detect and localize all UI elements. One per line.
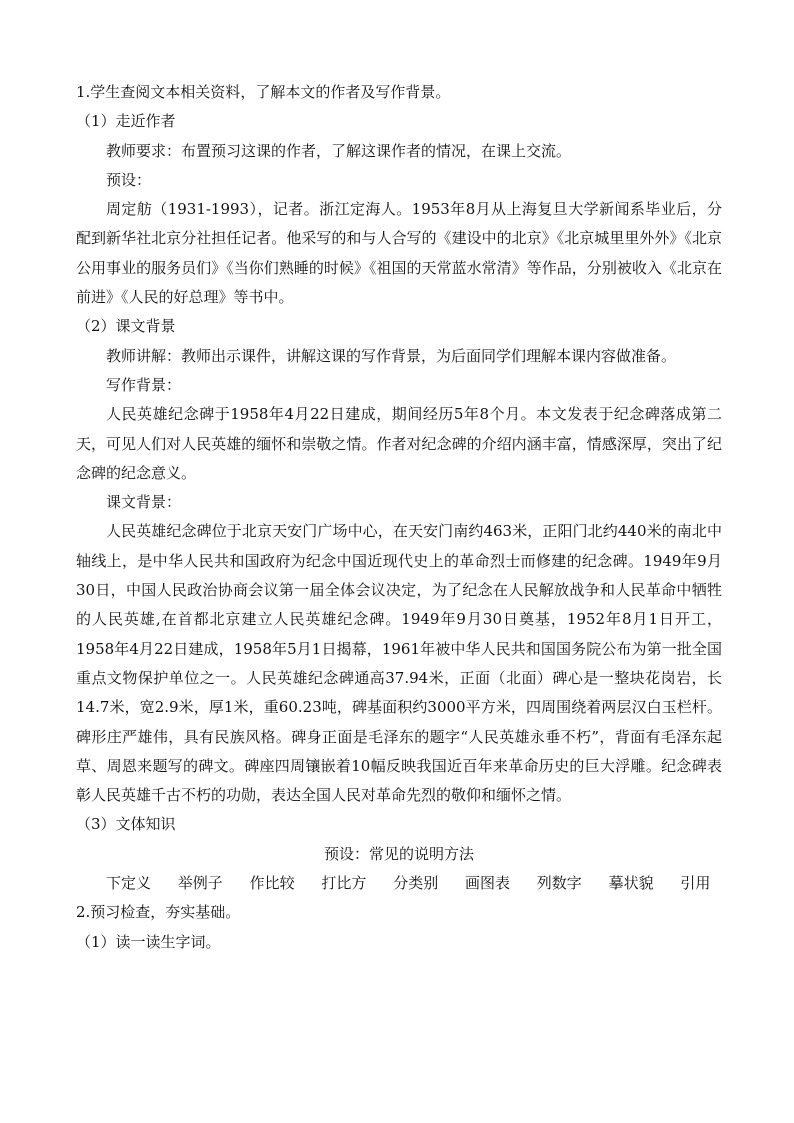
writing-background-paragraph: 人民英雄纪念碑于1958年4月22日建成，期间经历5年8个月。本文发表于纪念碑落成第二天，可见人们对人民英雄的缅怀和崇敬之情。作者对纪念碑的介绍内涵丰富，情感深厚，突出了纪念碑的纪念意义。 bbox=[76, 405, 722, 482]
section-1-3-title: （3）文体知识 bbox=[76, 815, 176, 834]
teacher-explanation: 教师讲解：教师出示课件，讲解这课的写作背景，为后面同学们理解本课内容做准备。 bbox=[106, 346, 677, 365]
teacher-requirement: 教师要求：布置预习这课的作者，了解这课作者的情况，在课上交流。 bbox=[106, 141, 572, 160]
methods-list bbox=[76, 869, 722, 898]
method-item: 作比较 bbox=[249, 874, 295, 893]
writing-background-label: 写作背景： bbox=[106, 375, 182, 394]
section-2-title: 2.预习检查，夯实基础。 bbox=[76, 903, 241, 922]
method-item: 举例子 bbox=[177, 874, 223, 893]
section-2-1-title: （1）读一读生字词。 bbox=[76, 932, 221, 951]
method-item: 下定义 bbox=[106, 874, 152, 893]
document-page bbox=[76, 78, 722, 957]
author-paragraph: 周定舫（1931-1993），记者。浙江定海人。1953年8月从上海复旦大学新闻系毕业后，分配到新华社北京分社担任记者。他采写的和与人合写的《建设中的北京》《北京城里里外外》《北京公用事业的服务员们》《当你们熟睡的时候》《祖国的天常蓝水常清》等作品，分别被收入《北京在前进》《人民的好总理》等书中。 bbox=[76, 200, 722, 307]
method-item: 引用 bbox=[680, 874, 711, 893]
methods-title: 预设：常见的说明方法 bbox=[323, 844, 474, 863]
section-1-title: 1.学生查阅文本相关资料，了解本文的作者及写作背景。 bbox=[76, 83, 451, 101]
lesson-background-paragraph: 人民英雄纪念碑位于北京天安门广场中心，在天安门南约463米，正阳门北约440米的南北中轴线上，是中华人民共和国政府为纪念中国近现代史上的革命烈士而修建的纪念碑。1949年9月30日，中国人民政治协商会议第一届全体会议决定，为了纪念在人民解放战争和人民革命中牺牲的人民英雄,在首都北京建立人民英雄纪念碑。1949年9月30日奠基，1952年8月1日开工，1958年4月22日建成，1958年5月1日揭幕，1961年被中华人民共和国国务院公布为第一批全国重点文物保护单位之一。人民英雄纪念碑通高37.94米，正面（北面）碑心是一整块花岗岩，长14.7米，宽2.9米，厚1米，重60.23吨，碑基面积约3000平方米，四周围绕着两层汉白玉栏杆。碑形庄严雄伟，具有民族风格。碑身正面是毛泽东的题字“人民英雄永垂不朽”，背面有毛泽东起草、周恩来题写的碑文。碑座四周镶嵌着10幅反映我国近百年来革命历史的巨大浮雕。纪念碑表彰人民英雄千古不朽的功勋，表达全国人民对革命先烈的敬仰和缅怀之情。 bbox=[76, 522, 722, 805]
method-item: 摹状貌 bbox=[608, 874, 654, 893]
method-item: 打比方 bbox=[321, 874, 367, 893]
method-item: 画图表 bbox=[464, 874, 510, 893]
section-1-2-title: （2）课文背景 bbox=[76, 317, 176, 336]
method-item: 分类别 bbox=[393, 874, 439, 893]
section-1-1-title: （1）走近作者 bbox=[76, 112, 176, 131]
lesson-background-label: 课文背景： bbox=[106, 493, 182, 512]
method-item: 列数字 bbox=[536, 874, 582, 893]
preset-label: 预设： bbox=[106, 170, 152, 189]
